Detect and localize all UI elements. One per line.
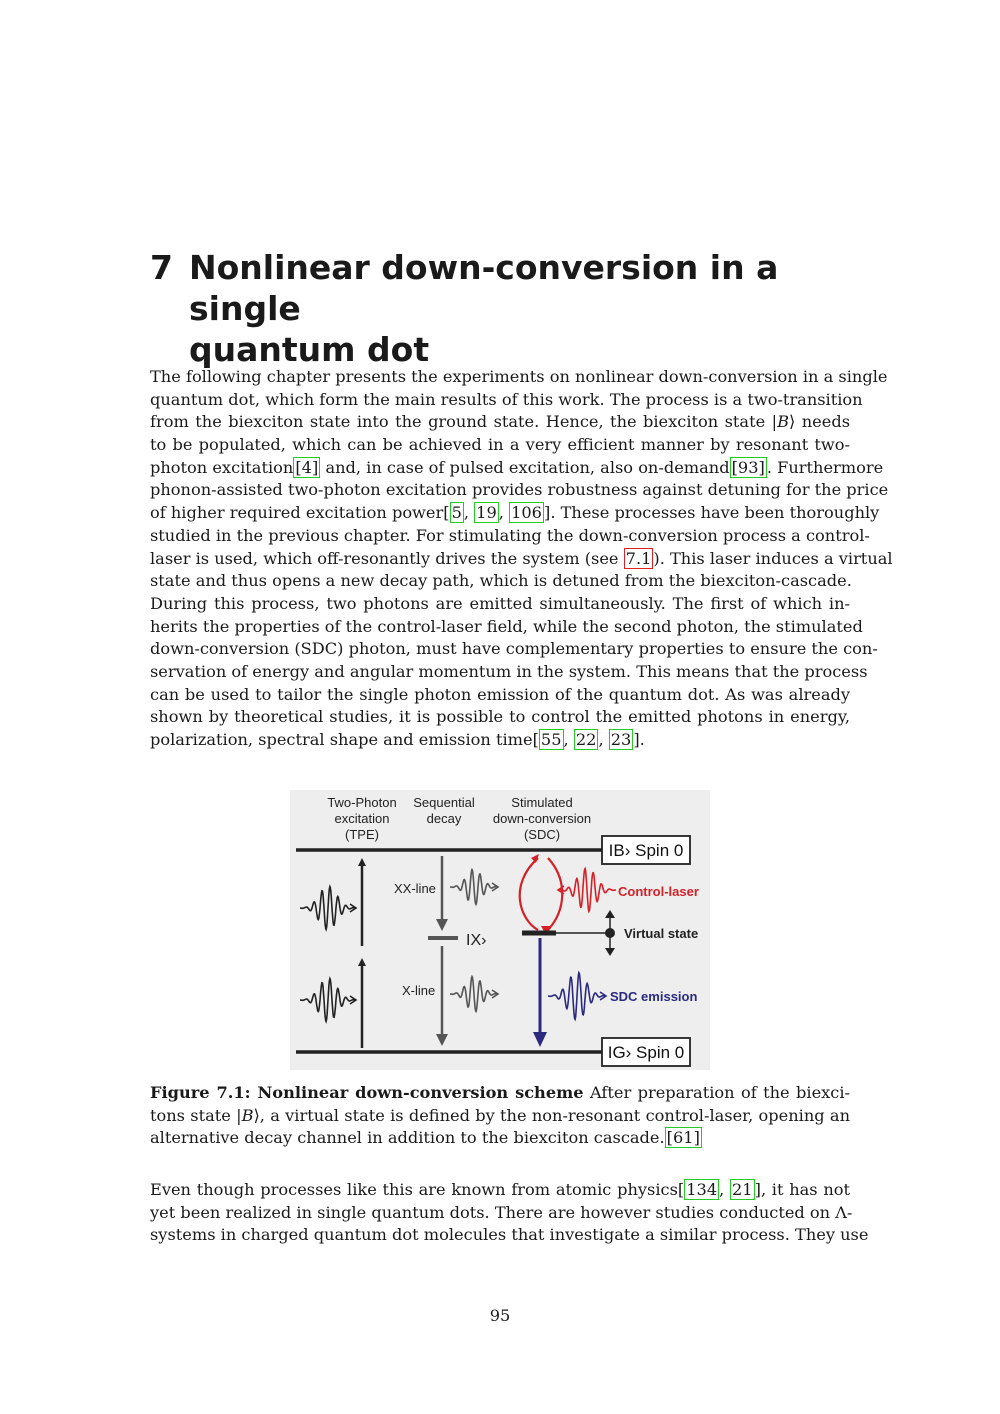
text-line: state and thus opens a new decay path, which is detuned from the biexciton-cascade. <box>150 571 852 591</box>
sdc-header: (SDC) <box>523 827 561 842</box>
x-line-label: X-line <box>402 983 436 998</box>
outro-paragraph <box>150 1179 869 1247</box>
text-line: The following chapter presents the experiments on nonlinear down-conversion in a single <box>150 367 888 386</box>
tpe-header: Two-Photon <box>327 795 397 810</box>
text-line: herits the properties of the control-laser field, while the second photon, the stimulated <box>150 616 863 636</box>
text-line: During this process, two photons are emitted simultaneously. The first of which in- <box>150 593 850 613</box>
text-line: laser is used, which off-resonantly drives the system (see 7.1 ). This laser induces a virtual <box>150 548 893 568</box>
ground-state-label: IG› Spin 0 <box>607 1043 685 1062</box>
text-line: can be used to tailor the single photon emission of the quantum dot. As was already <box>150 684 850 704</box>
citation-link[interactable]: 23 <box>610 730 632 749</box>
sdc-emission-label: SDC emission <box>610 989 698 1004</box>
exciton-state-label: IX› <box>466 932 487 949</box>
figure-link[interactable]: 7.1 <box>625 548 652 568</box>
sdc-header: down-conversion <box>492 811 592 826</box>
sequential-header: Sequential <box>413 795 475 810</box>
caption-line: Figure 7.1: Nonlinear down-conversion scheme After preparation of the biexci- <box>150 1083 850 1102</box>
text-line: quantum dot, which form the main results of this work. The process is a two-transition <box>150 389 863 409</box>
intro-paragraph <box>150 366 893 752</box>
text-line: systems in charged quantum dot molecules that investigate a similar process. They use <box>150 1225 869 1245</box>
text-line: servation of energy and angular momentum in the system. This means that the process <box>150 661 868 681</box>
tpe-header: (TPE) <box>345 827 379 842</box>
page-number: 95 <box>489 1306 511 1325</box>
text-line: of higher required excitation power[ 5 , 19 , 106 ]. These processes have been thoroughly <box>150 503 880 523</box>
text-line: to be populated, which can be achieved in a very efficient manner by resonant two- <box>150 435 850 455</box>
citation-link[interactable]: 21 <box>732 1180 753 1199</box>
sequential-header: decay <box>426 811 462 826</box>
citation-link[interactable]: 106 <box>511 503 542 523</box>
citation-link[interactable]: [61] <box>666 1128 700 1148</box>
text-line: shown by theoretical studies, it is possible to control the emitted photons in energy, <box>150 707 850 727</box>
tpe-header: excitation <box>334 811 390 826</box>
caption-line: tons state |B⟩, a virtual state is defined by the non-resonant control-laser, opening an <box>150 1105 850 1125</box>
chapter-title <box>150 247 870 370</box>
citation-link[interactable]: 22 <box>575 730 597 749</box>
down-conversion-scheme-figure <box>290 790 710 1070</box>
text-line: studied in the previous chapter. For stimulating the down-conversion process a control- <box>150 525 870 545</box>
citation-link[interactable]: [93] <box>731 457 765 477</box>
citation-link[interactable]: 5 <box>451 503 462 523</box>
text-line: yet been realized in single quantum dots. There are however studies conducted on Λ- <box>150 1202 853 1222</box>
xx-line-label: XX-line <box>394 881 436 896</box>
citation-link[interactable]: [4] <box>295 457 319 477</box>
control-laser-label: Control-laser <box>618 884 699 899</box>
citation-link[interactable]: 19 <box>476 503 497 523</box>
biexciton-state-label: IB› Spin 0 <box>608 841 684 860</box>
citation-link[interactable]: 134 <box>686 1180 718 1199</box>
citation-link[interactable]: 55 <box>540 730 562 749</box>
text-line: photon excitation [4] and, in case of pulsed excitation, also on-demand [93] . Furthermore <box>150 457 884 477</box>
chapter-title-line-1: Nonlinear down-conversion in a single <box>189 248 779 328</box>
text-line: Even though processes like this are known from atomic physics[ 134 , 21 ], it has not <box>150 1180 851 1199</box>
text-line: polarization, spectral shape and emission time[ 55 , 22 , 23 ]. <box>150 730 645 749</box>
text-line: down-conversion (SDC) photon, must have complementary properties to ensure the con- <box>150 639 878 659</box>
caption-line: alternative decay channel in addition to the biexciton cascade. [61] <box>150 1128 700 1148</box>
figure-caption <box>150 1082 850 1150</box>
caption-label: Figure 7.1: Nonlinear down-conversion scheme <box>150 1083 584 1102</box>
chapter-title-line-2: quantum dot <box>189 330 430 369</box>
sdc-header: Stimulated <box>511 795 573 810</box>
virtual-state-label: Virtual state <box>624 926 699 941</box>
chapter-number: 7 <box>150 248 173 287</box>
text-line: phonon-assisted two-photon excitation provides robustness against detuning for the price <box>150 480 889 500</box>
text-line: from the biexciton state into the ground state. Hence, the biexciton state |B⟩ needs <box>150 412 850 432</box>
